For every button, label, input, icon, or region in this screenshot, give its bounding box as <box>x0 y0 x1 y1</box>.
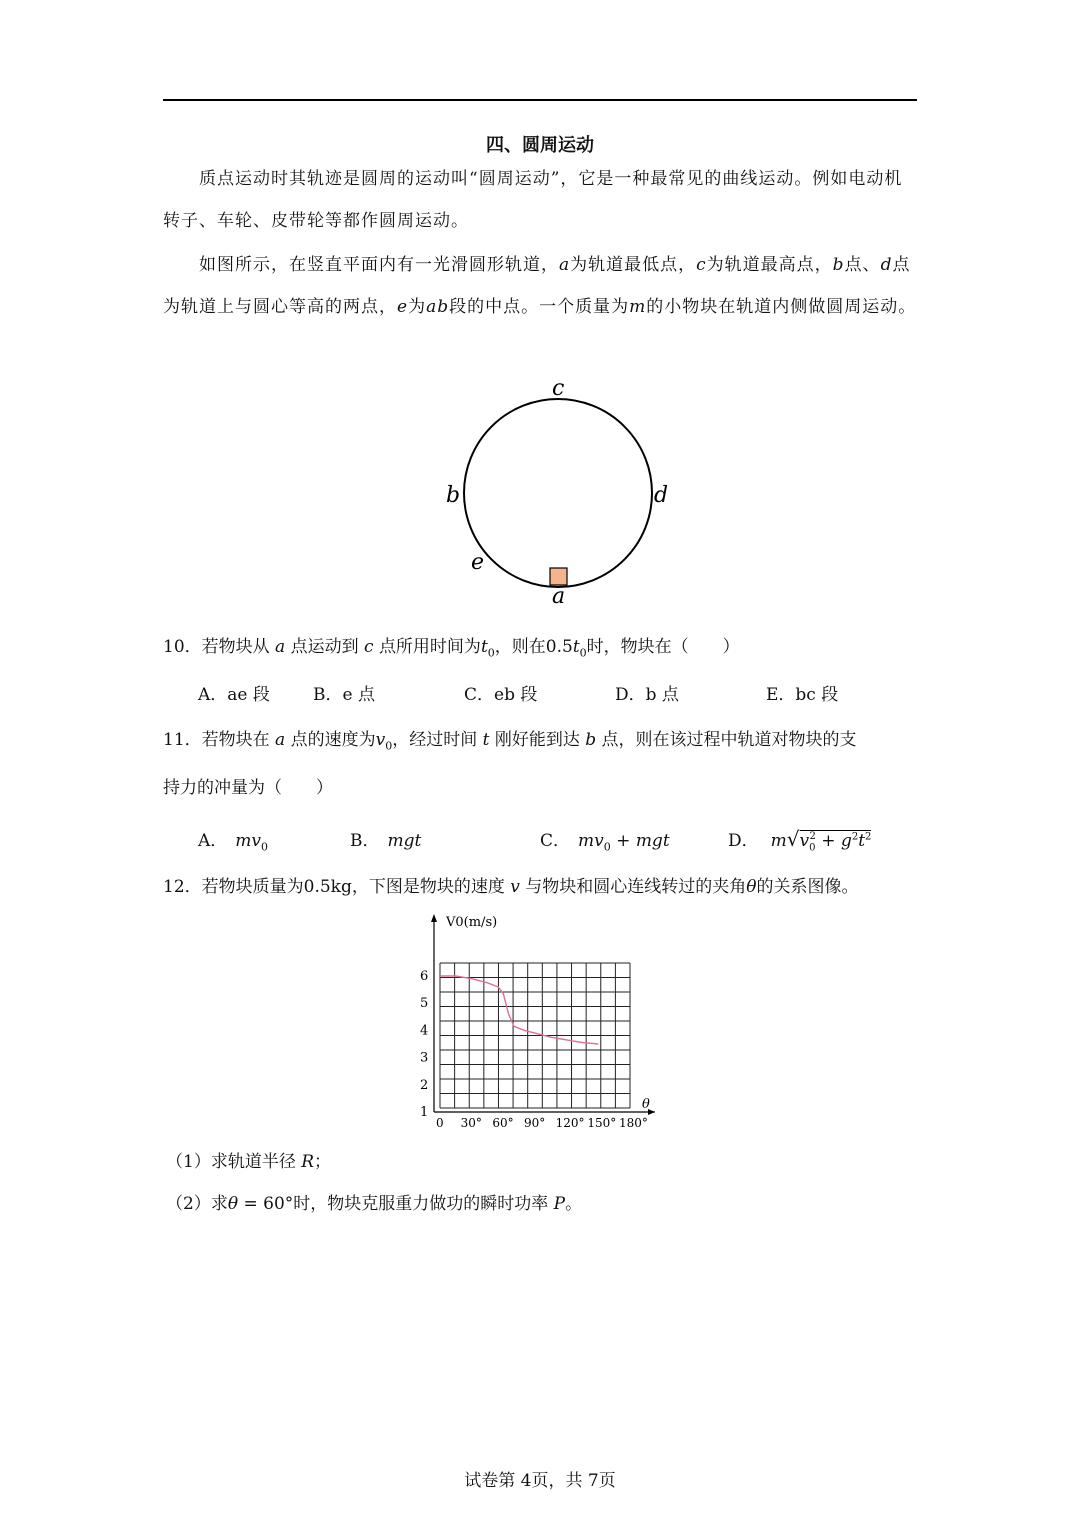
question-text: 点运动到 <box>290 637 359 657</box>
intro-text: 段的中点。一个质量为 <box>449 297 630 317</box>
q11-option-b[interactable]: B． mgt <box>350 831 422 851</box>
mass-value: 0.5kg <box>303 877 352 897</box>
var-t: t <box>477 730 495 750</box>
intro-text: 如图所示，在竖直平面内有一光滑圆形轨道， <box>199 255 559 275</box>
question-text: 若物块从 <box>201 637 270 657</box>
sub-question-text: （2）求 <box>166 1194 228 1214</box>
question-text: ，下图是物块的速度 <box>351 877 505 897</box>
question-text: ，则在 <box>494 637 546 657</box>
label-m: m <box>629 297 647 317</box>
q10-option-c[interactable]: C．eb 段 <box>464 685 538 705</box>
question-10 <box>163 624 923 676</box>
chart-x-label: θ <box>642 1097 650 1112</box>
x-tick-label: 90° <box>524 1116 546 1130</box>
intro-text: 为 <box>408 297 427 317</box>
q11-option-a[interactable]: A． $mv_0$ <box>198 831 269 854</box>
q10-option-d[interactable]: D．b 点 <box>615 685 679 705</box>
q10-option-b[interactable]: B．e 点 <box>313 685 375 705</box>
var-v0: v <box>375 730 386 750</box>
y-tick-label: 5 <box>420 996 429 1012</box>
option-label: A． <box>198 831 228 851</box>
label-a: a <box>559 255 571 275</box>
question-text: 点，则在该过程中轨道对物块的支 <box>601 730 857 750</box>
chart-axes <box>431 914 655 1115</box>
var-a: a <box>269 730 291 750</box>
expr-half-t0: $0.5t_0$ <box>545 637 587 660</box>
q10-option-e[interactable]: E．bc 段 <box>766 685 839 705</box>
question-text: 若物块在 <box>201 730 270 750</box>
question-text: 与物块和圆心连线转过的夹角 <box>525 877 747 897</box>
y-tick-label: 4 <box>420 1023 429 1039</box>
intro-text-1: 质点运动时其轨迹是圆周的运动叫“圆周运动”，它是一种最常见的曲线运动。例如电动机转子、车轮、皮带轮等都作圆周运动。 <box>163 169 903 231</box>
x-tick-label: 180° <box>619 1116 648 1130</box>
x-tick-label: 120° <box>555 1116 585 1130</box>
question-text: 时，物块在（ ） <box>586 637 740 657</box>
subscript-0: 0 <box>487 646 495 660</box>
question-number: 10． <box>163 637 202 657</box>
circle-track-diagram <box>440 375 680 610</box>
var-P: P <box>548 1194 566 1214</box>
var-v: v <box>504 877 526 897</box>
point-label-d: d <box>654 483 669 508</box>
label-e: e <box>397 297 409 317</box>
section-title: 四、圆周运动 <box>486 135 594 156</box>
point-label-b: b <box>446 483 461 508</box>
question-text: 刚好能到达 <box>494 730 580 750</box>
question-text: 的关系图像。 <box>756 877 859 897</box>
var-theta: θ <box>227 1194 239 1214</box>
subscript-0: 0 <box>385 739 393 753</box>
intro-paragraph-2 <box>163 244 917 328</box>
var-theta: θ <box>746 877 757 897</box>
intro-text: 的小物块在轨道内侧做圆周运动。 <box>646 297 917 317</box>
var-b: b <box>579 730 602 750</box>
intro-text: 点为轨道上与圆心等高的两点， <box>163 255 911 317</box>
page-footer: 试卷第 4页，共 7页 <box>464 1471 616 1491</box>
var-a: a <box>269 637 291 657</box>
q12-sub-2 <box>166 1189 582 1214</box>
x-tick-label: 0 <box>436 1116 444 1130</box>
point-label-e: e <box>471 550 485 575</box>
intro-text: 点、 <box>844 255 881 275</box>
label-c: c <box>696 255 707 275</box>
small-block <box>550 568 567 585</box>
option-label: C． <box>540 831 571 851</box>
chart-grid <box>440 963 630 1108</box>
label-ab: ab <box>426 297 450 317</box>
sub-question-text: 。 <box>565 1194 583 1214</box>
var-t0: t <box>480 637 488 657</box>
option-label: D． <box>728 831 759 851</box>
q11-option-d[interactable]: D． $m√v_0^2 + g^2t^2$ <box>728 827 872 854</box>
y-tick-label: 1 <box>420 1105 429 1120</box>
x-tick-label: 60° <box>492 1116 514 1130</box>
question-number: 12． <box>163 877 202 897</box>
q12-sub-1 <box>166 1147 331 1172</box>
question-number: 11． <box>163 730 202 750</box>
question-11-cont: 持力的冲量为（ ） <box>163 778 333 798</box>
data-series-line <box>440 976 598 1044</box>
intro-text: 为轨道最高点， <box>706 255 833 275</box>
question-12 <box>163 864 923 910</box>
var-R: R <box>295 1152 315 1172</box>
intro-paragraph-1 <box>163 158 917 242</box>
header-rule <box>163 99 917 101</box>
x-tick-label: 30° <box>460 1116 482 1130</box>
y-tick-label: 6 <box>420 969 429 984</box>
q10-option-a[interactable]: A．ae 段 <box>198 685 270 705</box>
circular-track <box>464 399 652 587</box>
q11-option-c[interactable]: C． $mv_0$ + mgt <box>540 831 670 854</box>
question-11 <box>163 717 923 769</box>
velocity-angle-chart <box>410 908 670 1133</box>
question-text: ，经过时间 <box>392 730 478 750</box>
x-tick-label: 150° <box>587 1116 617 1130</box>
label-b: b <box>832 255 845 275</box>
point-label-a: a <box>552 584 566 609</box>
intro-text: 为轨道最低点， <box>570 255 697 275</box>
question-text: 点所用时间为 <box>378 637 481 657</box>
sub-question-text: （1）求轨道半径 <box>166 1152 296 1172</box>
option-label: B． <box>350 831 380 851</box>
y-tick-label: 2 <box>420 1077 429 1093</box>
label-d: d <box>880 255 893 275</box>
point-label-c: c <box>552 376 565 401</box>
var-c: c <box>358 637 379 657</box>
y-axis-arrow <box>431 914 437 922</box>
sub-question-text: ； <box>314 1152 332 1172</box>
expr-theta-60: = 60° <box>238 1194 294 1214</box>
question-text: 若物块质量为 <box>201 877 304 897</box>
sub-question-text: 时，物块克服重力做功的瞬时功率 <box>293 1194 549 1214</box>
y-tick-label: 3 <box>420 1050 429 1066</box>
chart-y-label: V0(m/s) <box>446 915 498 930</box>
question-text: 点的速度为 <box>290 730 376 750</box>
chart-series <box>440 976 598 1044</box>
